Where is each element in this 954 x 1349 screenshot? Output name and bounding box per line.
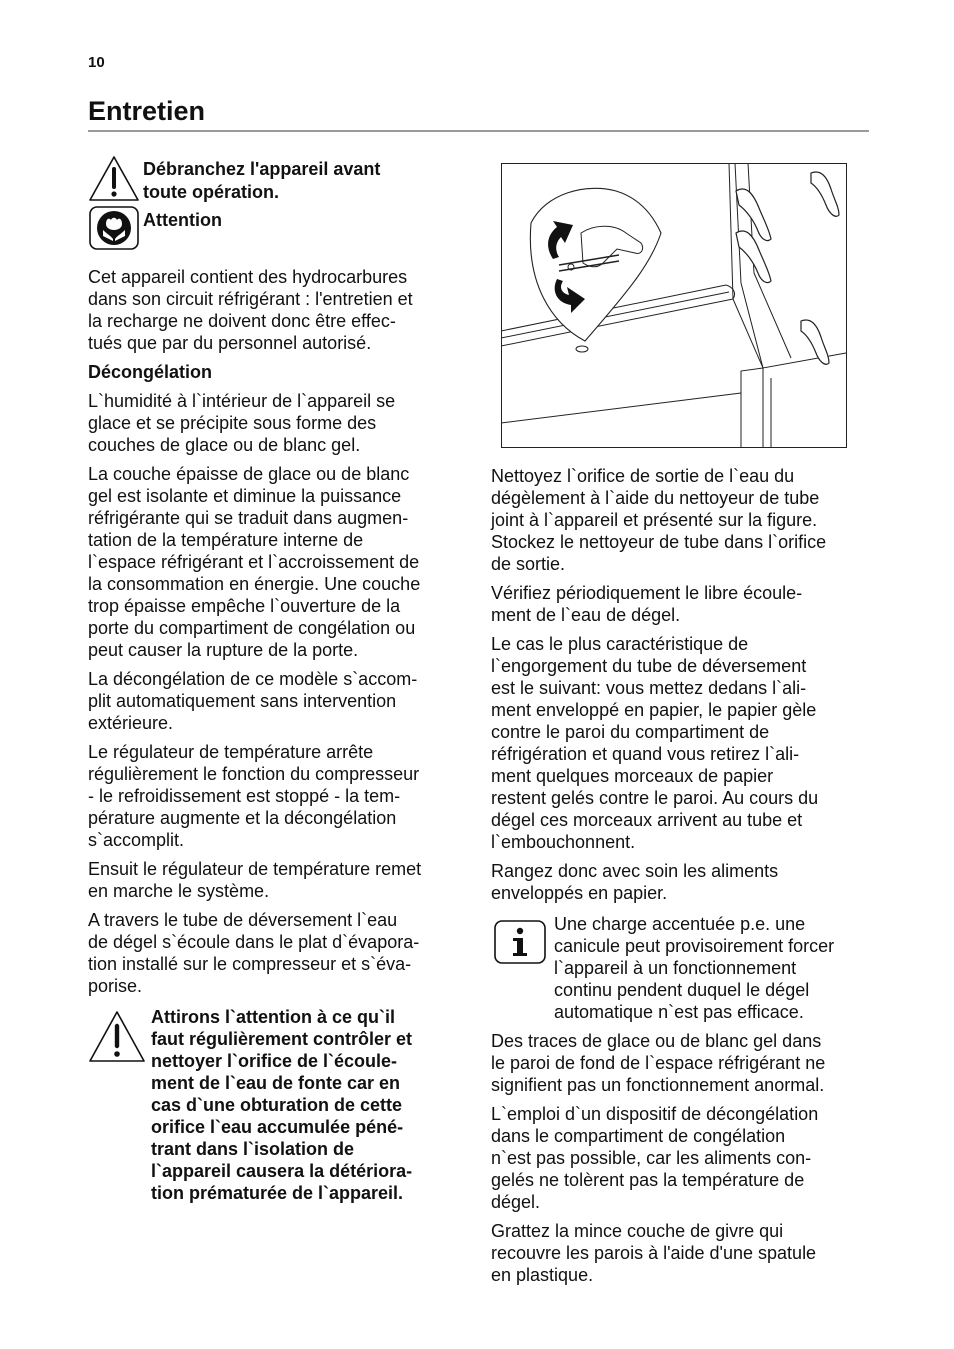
text-line: dégèlement à l`aide du nettoyeur de tube — [491, 488, 820, 508]
text-line: de sortie. — [491, 554, 566, 574]
text-line: La décongélation de ce modèle s`accom- — [88, 669, 418, 689]
drain-cleaner-illustration — [501, 163, 847, 448]
text-line: cas d`une obturation de cette — [151, 1095, 403, 1115]
text-line: est le suivant: vous mettez dedans l`ali- — [491, 678, 807, 698]
text-line: l`espace réfrigérant et l`accroissement de — [88, 552, 420, 572]
text-line: Une charge accentuée p.e. une — [554, 914, 806, 934]
text-line: réfrigération et quand vous retirez l`ali- — [491, 744, 800, 764]
text-line: peut causer la rupture de la porte. — [88, 640, 359, 660]
text-line: couches de glace ou de blanc gel. — [88, 435, 361, 455]
paragraph — [88, 668, 468, 734]
text-line: faut régulièrement contrôler et — [151, 1029, 413, 1049]
text-line: dégel. — [491, 1192, 541, 1212]
text-line: L`emploi d`un dispositif de décongélation — [491, 1104, 819, 1124]
text-line: s`accomplit. — [88, 830, 185, 850]
paragraph — [88, 390, 468, 456]
right-column-bottom — [491, 1030, 876, 1286]
text-line: restent gelés contre le paroi. Au cours du — [491, 788, 819, 808]
left-column — [88, 266, 468, 997]
text-line: en marche le système. — [88, 881, 270, 901]
text-line: tion installé sur le compresseur et s`éva- — [88, 954, 412, 974]
text-line: Nettoyez l`orifice de sortie de l`eau du — [491, 466, 795, 486]
page-title: Entretien — [88, 96, 206, 126]
paragraph — [491, 582, 876, 626]
text-line: de dégel s`écoule dans le plat d`évapora- — [88, 932, 420, 952]
paragraph — [88, 909, 468, 997]
text-line: Attirons l`attention à ce qu`il — [151, 1007, 396, 1027]
paragraph — [491, 1220, 876, 1286]
warning-header-line: Débranchez l'appareil avant — [143, 159, 381, 179]
text-line: dégel ces morceaux arrivent au tube et — [491, 810, 803, 830]
paragraph — [491, 465, 876, 575]
text-line: Cet appareil contient des hydrocarbures — [88, 267, 408, 287]
warning-header — [143, 158, 380, 204]
text-line: ment de l`eau de fonte car en — [151, 1073, 401, 1093]
text-line: en plastique. — [491, 1265, 594, 1285]
paragraph — [491, 1103, 876, 1213]
text-line: canicule peut provisoirement forcer — [554, 936, 835, 956]
text-line: le paroi de fond de l`espace réfrigérant ne — [491, 1053, 826, 1073]
text-line: tués que par du personnel autorisé. — [88, 333, 372, 353]
paragraph — [491, 860, 876, 904]
text-line: l`engorgement du tube de déversement — [491, 656, 807, 676]
text-line: Des traces de glace ou de blanc gel dans — [491, 1031, 822, 1051]
attention-environment-icon — [89, 206, 139, 250]
warning-header-line: toute opération. — [143, 182, 279, 202]
text-line: tion prématurée de l`appareil. — [151, 1183, 404, 1203]
text-line: automatique n`est pas efficace. — [554, 1002, 804, 1022]
text-line: Vérifiez périodiquement le libre écoule- — [491, 583, 803, 603]
text-line: Le régulateur de température arrête — [88, 742, 374, 762]
text-line: glace et se précipite sous forme des — [88, 413, 377, 433]
text-line: gelés ne tolèrent pas la température de — [491, 1170, 805, 1190]
text-line: joint à l`appareil et présenté sur la figure. — [491, 510, 818, 530]
text-line: porise. — [88, 976, 143, 996]
text-line: gel est isolante et diminue la puissance — [88, 486, 402, 506]
text-line: régulièrement le fonction du compresseur — [88, 764, 420, 784]
text-line: l`embouchonnent. — [491, 832, 636, 852]
paragraph — [88, 858, 468, 902]
text-line: Le cas le plus caractéristique de — [491, 634, 749, 654]
text-line: pérature augmente et la décongélation — [88, 808, 397, 828]
text-line: La couche épaisse de glace ou de blanc — [88, 464, 410, 484]
warning-triangle-icon — [88, 1010, 146, 1064]
text-line: la recharge ne doivent donc être effec- — [88, 311, 396, 331]
text-line: la consommation en énergie. Une couche — [88, 574, 421, 594]
text-line: nettoyer l`orifice de l`écoule- — [151, 1051, 398, 1071]
text-line: porte du compartiment de congélation ou — [88, 618, 416, 638]
text-line: plit automatiquement sans intervention — [88, 691, 397, 711]
page-number: 10 — [88, 54, 105, 71]
text-line: ment enveloppé en papier, le papier gèle — [491, 700, 817, 720]
text-line: l`appareil à un fonctionnement — [554, 958, 797, 978]
paragraph — [88, 266, 468, 354]
text-line: dans son circuit réfrigérant : l'entretien et — [88, 289, 413, 309]
paragraph — [491, 633, 876, 853]
text-line: continu pendent duquel le dégel — [554, 980, 810, 1000]
paragraph — [88, 741, 468, 851]
text-line: dans le compartiment de congélation — [491, 1126, 786, 1146]
text-line: Ensuit le régulateur de température remet — [88, 859, 422, 879]
warning-text — [151, 1006, 451, 1204]
text-line: réfrigérante qui se traduit dans augmen- — [88, 508, 409, 528]
text-line: enveloppés en papier. — [491, 883, 668, 903]
section-heading: Décongélation — [88, 362, 213, 382]
attention-label: Attention — [143, 210, 222, 230]
right-column-top — [491, 465, 876, 904]
text-line: tation de la température interne de — [88, 530, 364, 550]
text-line: - le refroidissement est stoppé - la tem- — [88, 786, 401, 806]
paragraph — [491, 1030, 876, 1096]
text-line: L`humidité à l`intérieur de l`appareil se — [88, 391, 396, 411]
text-line: l`appareil causera la détériora- — [151, 1161, 413, 1181]
text-line: n`est pas possible, car les aliments con- — [491, 1148, 812, 1168]
warning-triangle-icon — [88, 155, 140, 203]
text-line: trant dans l`isolation de — [151, 1139, 355, 1159]
text-line: Grattez la mince couche de givre qui — [491, 1221, 784, 1241]
title-divider — [88, 130, 869, 132]
info-icon — [494, 920, 546, 964]
paragraph — [88, 463, 468, 661]
text-line: recouvre les parois à l'aide d'une spatule — [491, 1243, 817, 1263]
text-line: trop épaisse empêche l`ouverture de la — [88, 596, 401, 616]
text-line: extérieure. — [88, 713, 174, 733]
text-line: contre le paroi du compartiment de — [491, 722, 770, 742]
text-line: orifice l`eau accumulée péné- — [151, 1117, 404, 1137]
info-note — [554, 913, 874, 1023]
text-line: signifient pas un fonctionnement anormal. — [491, 1075, 825, 1095]
text-line: Stockez le nettoyeur de tube dans l`orifice — [491, 532, 827, 552]
text-line: ment quelques morceaux de papier — [491, 766, 774, 786]
text-line: ment de l`eau de dégel. — [491, 605, 681, 625]
text-line: Rangez donc avec soin les aliments — [491, 861, 779, 881]
text-line: A travers le tube de déversement l`eau — [88, 910, 398, 930]
